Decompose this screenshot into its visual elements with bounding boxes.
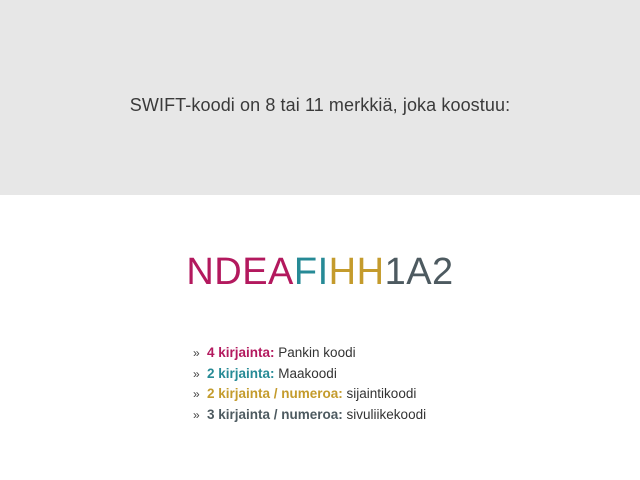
heading: SWIFT-koodi on 8 tai 11 merkkiä, joka koostuu: xyxy=(129,95,511,115)
legend-key: 2 kirjainta: xyxy=(207,365,275,381)
code-location-part: HH xyxy=(328,251,385,293)
legend-item-bank xyxy=(193,343,426,364)
code-bank-part: NDEA xyxy=(186,251,294,293)
legend-key: 4 kirjainta: xyxy=(207,345,275,360)
bullet-icon: » xyxy=(193,407,200,422)
legend-item-location xyxy=(193,384,426,405)
legend-item-branch xyxy=(193,405,426,426)
code-branch-part: 1A2 xyxy=(384,251,454,293)
header-band xyxy=(0,0,640,195)
bullet-icon: » xyxy=(193,366,200,381)
legend-item-country xyxy=(193,364,426,385)
legend-list xyxy=(193,343,426,425)
legend-desc: Maakoodi xyxy=(274,365,337,381)
legend-key: 2 kirjainta / numeroa: xyxy=(207,386,343,401)
code-country-part: FI xyxy=(293,251,329,293)
legend-key: 3 kirjainta / numeroa: xyxy=(207,406,343,422)
bullet-icon: » xyxy=(193,346,200,360)
legend-desc: sijaintikoodi xyxy=(342,386,417,401)
legend-desc: Pankin koodi xyxy=(274,345,356,360)
legend-desc: sivuliikekoodi xyxy=(342,406,427,422)
swift-code-example xyxy=(0,249,640,295)
bullet-icon: » xyxy=(193,387,200,401)
